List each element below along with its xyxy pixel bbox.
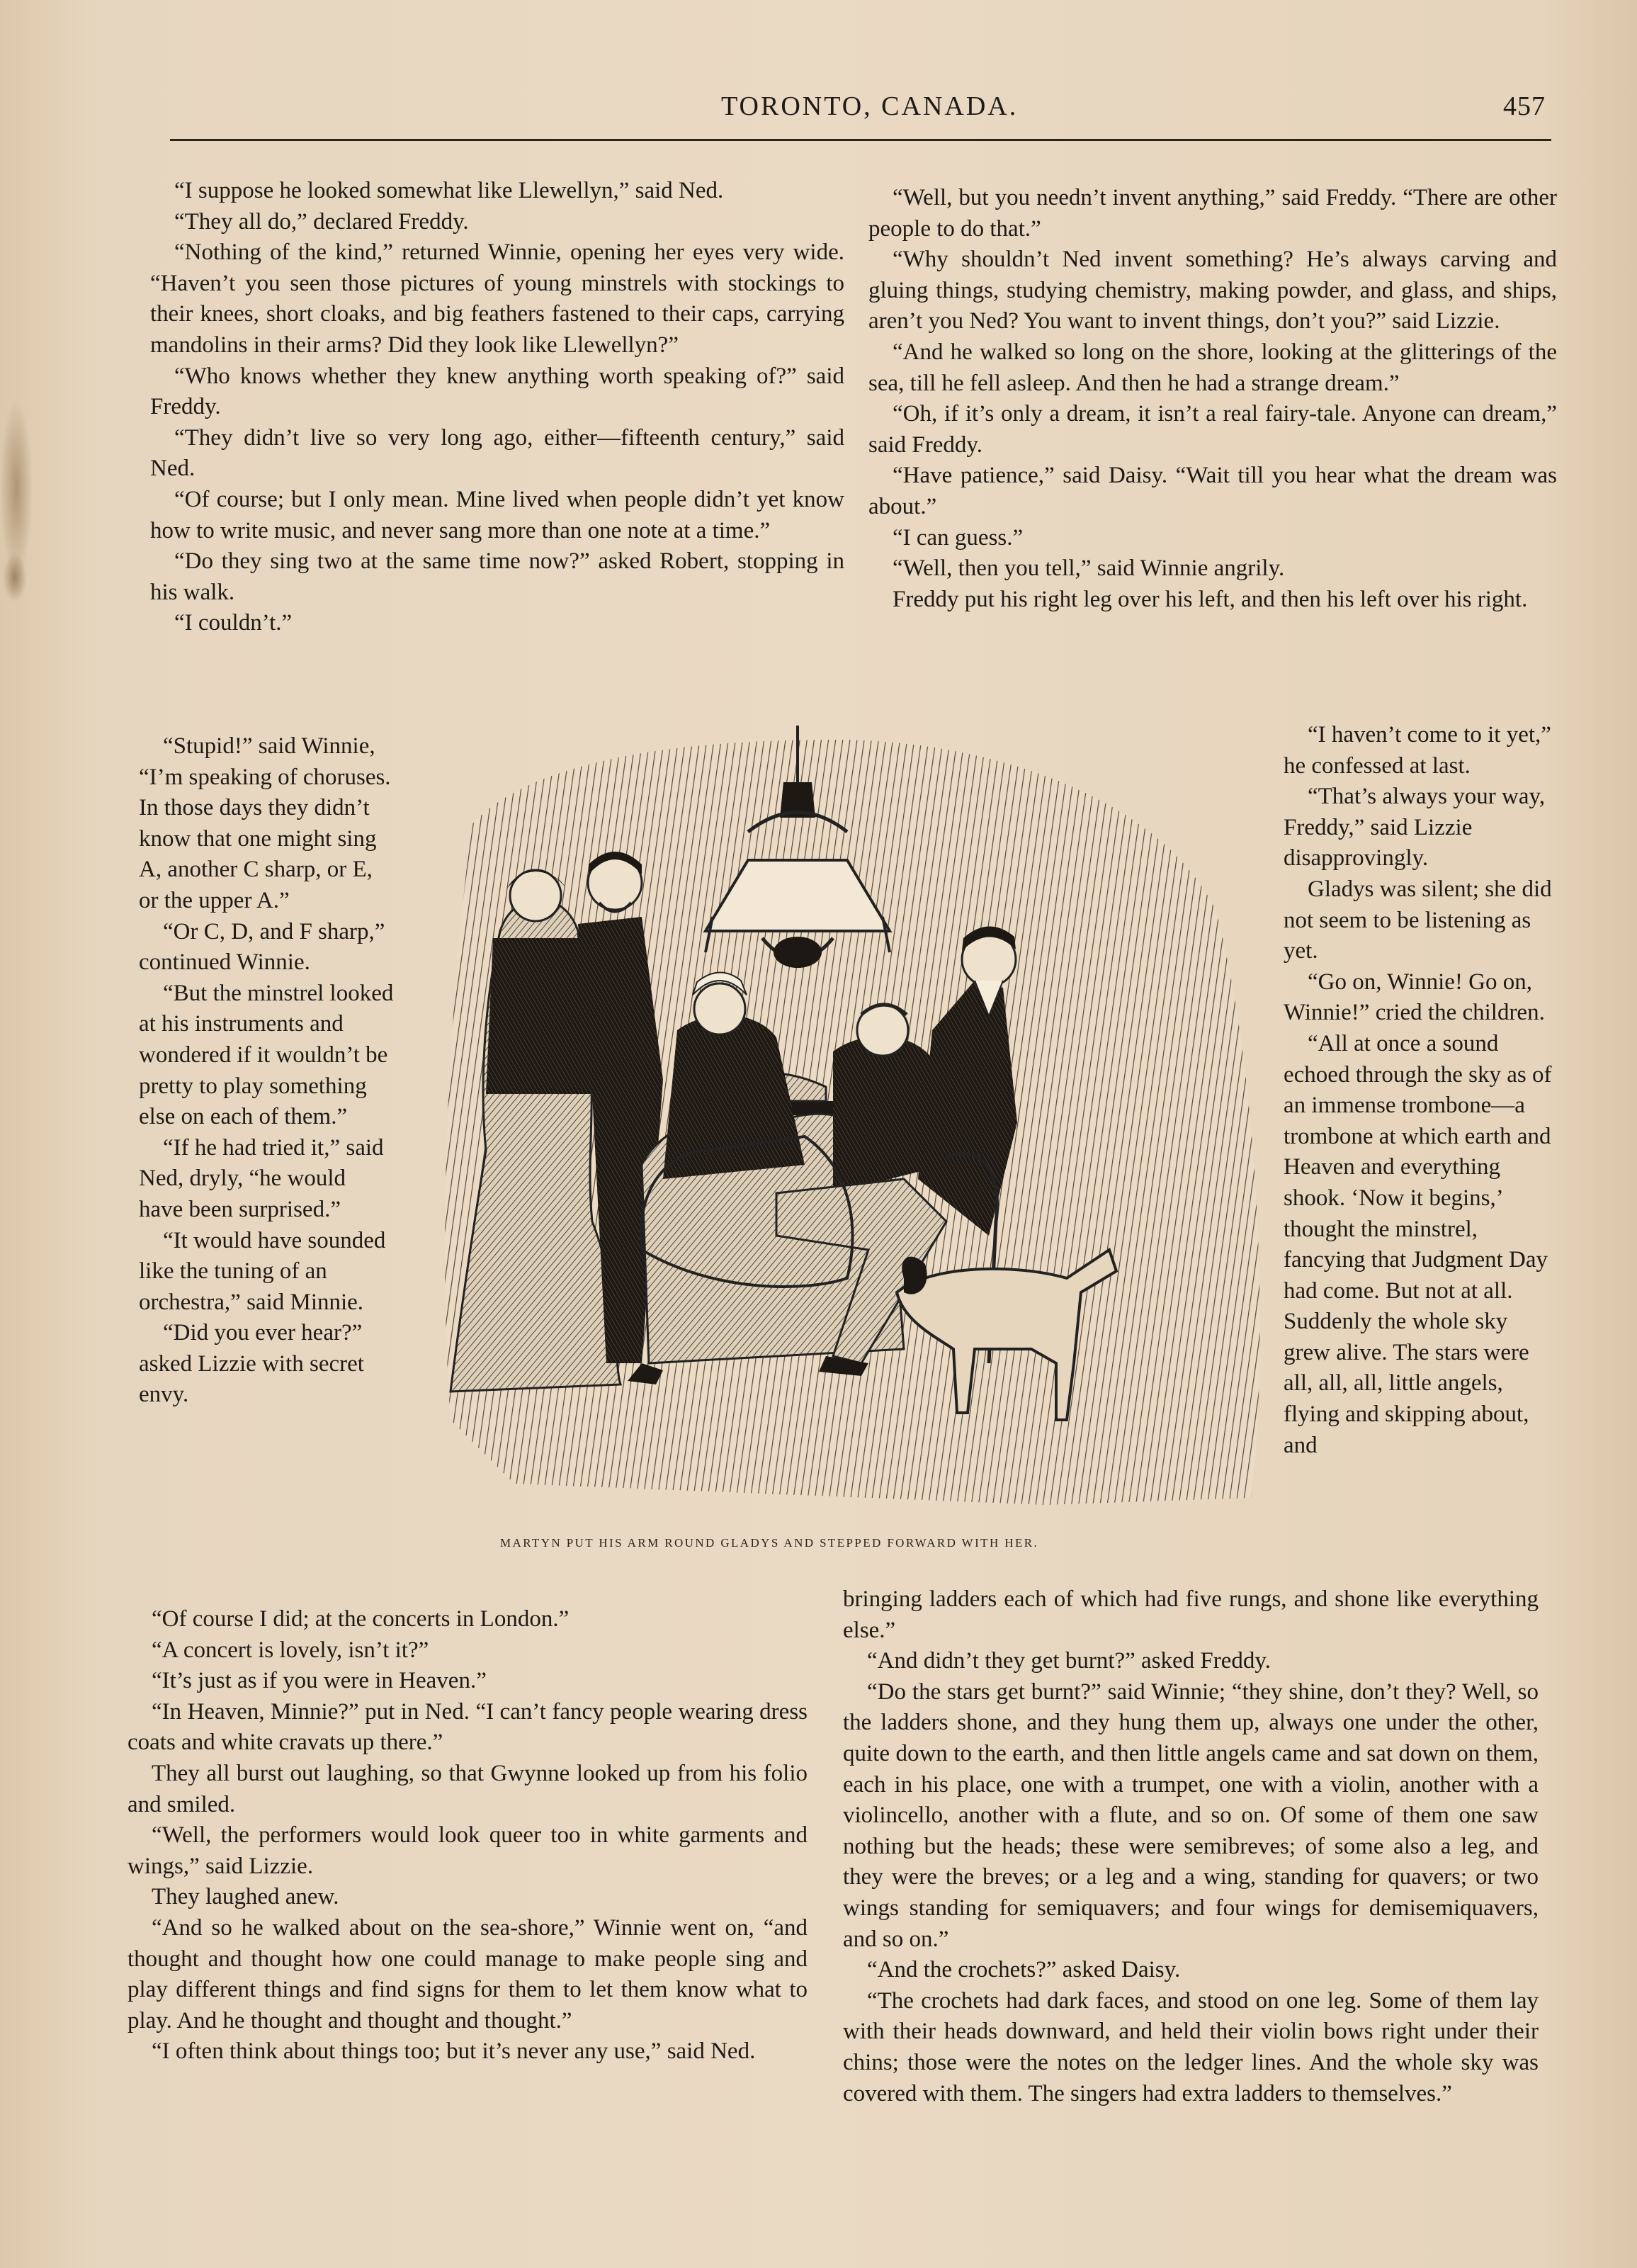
paragraph: “Why shouldn’t Ned invent something? He’s always carving and gluing things, studying chemistry, making powder, and glass, and ships, aren’t you Ned? You want to invent things, don’t you?” said Lizzie. [868, 247, 1557, 334]
paragraph: “Did you ever hear?” asked Lizzie with secret envy. [139, 1320, 364, 1408]
paragraph: “They all do,” declared Freddy. [174, 208, 469, 235]
paragraph: “All at once a sound echoed through the sky as of an immense trombone—a trombone at which earth and Heaven and everything shook. ‘Now it begins,’ thought the minstrel, fancying that Judgment Day had come. But not at all. Suddenly the whole sky grew alive. The stars were all, all, all, little angels, flying and skipping about, and [1284, 1030, 1552, 1458]
paragraph: bringing ladders each of which had five rungs, and shone like everything else.” [843, 1586, 1539, 1643]
paragraph: “Have patience,” said Daisy. “Wait till you hear what the dream was about.” [868, 463, 1557, 519]
paragraph: “Oh, if it’s only a dream, it isn’t a real fairy-tale. Anyone can dream,” said Freddy. [868, 401, 1557, 458]
left-column-top [150, 176, 844, 639]
paragraph: “It’s just as if you were in Heaven.” [152, 1668, 487, 1694]
paragraph: Gladys was silent; she did not seem to be listening as yet. [1284, 876, 1552, 964]
paragraph: “In Heaven, Minnie?” put in Ned. “I can’t fancy people wearing dress coats and white cravats up there.” [128, 1698, 808, 1756]
paragraph: “Of course I did; at the concerts in London.” [152, 1606, 570, 1632]
paragraph: “Well, the performers would look queer too in white garments and wings,” said Lizzie. [128, 1822, 808, 1879]
paper-stain [3, 553, 27, 602]
paragraph: “Who knows whether they knew anything worth speaking of?” said Freddy. [150, 363, 844, 420]
paragraph: “Well, then you tell,” said Winnie angrily. [893, 555, 1285, 582]
paragraph: “Nothing of the kind,” returned Winnie, opening her eyes very wide. “Haven’t you seen those pictures of young minstrels with stockings to their knees, short cloaks, and big feathers fastened to their caps, carrying mandolins in their arms? Did they look like Llewellyn?” [150, 239, 844, 358]
paragraph: Freddy put his right leg over his left, and then his left over his right. [893, 586, 1528, 612]
left-column-narrow [139, 731, 394, 1411]
paragraph: “They didn’t live so very long ago, either—fifteenth century,” said Ned. [150, 424, 844, 482]
paragraph: They all burst out laughing, so that Gwynne looked up from his folio and smiled. [128, 1760, 808, 1817]
paragraph: “I can guess.” [893, 524, 1024, 551]
paragraph: “The crochets had dark faces, and stood on one leg. Some of them lay with their heads downward, and held their violin bows right under their chins; those were the notes on the ledger lines. And the whole sky was covered with them. The singers had extra ladders to themselves.” [843, 1987, 1539, 2106]
paragraph: “I haven’t come to it yet,” he confessed at last. [1284, 722, 1551, 779]
page-number: 457 [1503, 91, 1546, 121]
paragraph: “Do they sing two at the same time now?” asked Robert, stopping in his walk. [150, 548, 844, 605]
right-column-top [868, 183, 1557, 615]
paragraph: “I suppose he looked somewhat like Llewellyn,” said Ned. [174, 178, 724, 203]
right-column-narrow [1284, 720, 1553, 1461]
paragraph: “And didn’t they get burnt?” asked Freddy. [867, 1648, 1271, 1674]
paragraph: “Stupid!” said Winnie, “I’m speaking of choruses. In those days they didn’t know that one might sing A, another C sharp, or E, or the upper A.” [139, 733, 391, 913]
illustration-caption: MARTYN PUT HIS ARM ROUND GLADYS AND STEPPED FORWARD WITH HER. [500, 1536, 1039, 1550]
paragraph: “A concert is lovely, isn’t it?” [152, 1637, 429, 1663]
paragraph: “Do the stars get burnt?” said Winnie; “they shine, don’t they? Well, so the ladders shone, and they hung them up, always one under the other, quite down to the earth, and then little angels came and sat down on them, each in his place, one with a trumpet, one with a violin, another with a violincello, another with a flute, and so on. Of some of them one saw nothing but the heads; these were semibreves; of some also a leg, and they were the breves; or a leg and a wing, standing for quavers; or two wings standing for semiquavers; and four wings for demisemiquavers, and so on.” [843, 1679, 1539, 1952]
paragraph: “Or C, D, and F sharp,” continued Winnie. [139, 918, 385, 976]
paragraph: “And so he walked about on the sea-shore,” Winnie went on, “and thought and thought how one could manage to make people sing and play different things and find signs for them to let them know what to play. And he thought and thought and thought.” [128, 1914, 808, 2033]
paragraph: “I couldn’t.” [174, 610, 293, 636]
paragraph: They laughed anew. [152, 1884, 339, 1910]
paragraph: “But the minstrel looked at his instruments and wondered if it wouldn’t be pretty to play something else on each of them.” [139, 980, 394, 1130]
paragraph: “Go on, Winnie! Go on, Winnie!” cried the children. [1284, 969, 1545, 1026]
right-column-bottom [843, 1584, 1539, 2109]
paragraph: “I often think about things too; but it’s never any use,” said Ned. [152, 2038, 756, 2065]
engraving-illustration [408, 726, 1279, 1535]
running-head: TORONTO, CANADA. [721, 91, 1019, 121]
paragraph: “Well, but you needn’t invent anything,” said Freddy. “There are other people to do that.” [868, 185, 1557, 242]
paragraph: “If he had tried it,” said Ned, dryly, “he would have been surprised.” [139, 1134, 384, 1222]
header-rule [170, 139, 1551, 141]
paragraph: “Of course; but I only mean. Mine lived when people didn’t yet know how to write music, and never sang more than one note at a time.” [150, 486, 844, 543]
engraving-drawing [408, 726, 1279, 1535]
paragraph: “That’s always your way, Freddy,” said Lizzie disapprovingly. [1284, 784, 1546, 871]
paragraph: “It would have sounded like the tuning of an orchestra,” said Minnie. [139, 1227, 386, 1315]
paragraph: “And the crochets?” asked Daisy. [867, 1957, 1181, 1983]
left-column-bottom [128, 1604, 808, 2067]
paragraph: “And he walked so long on the shore, looking at the glitterings of the sea, till he fell asleep. And then he had a strange dream.” [868, 339, 1557, 396]
